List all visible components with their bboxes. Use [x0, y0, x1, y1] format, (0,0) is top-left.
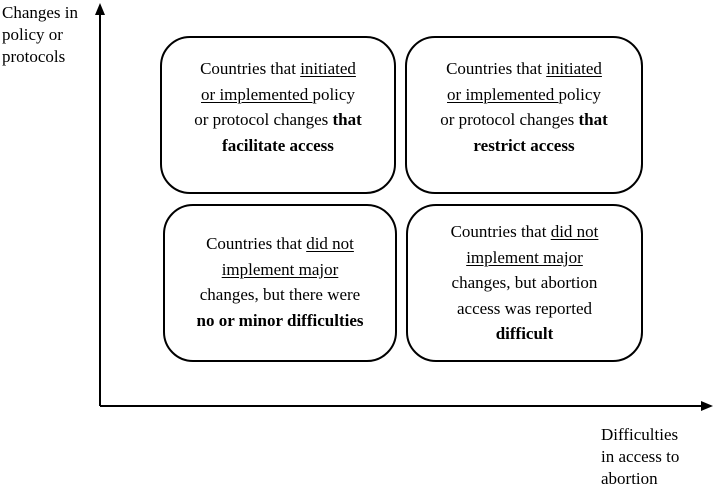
quadrant-text-bold: facilitate access: [222, 135, 334, 155]
quadrant-text-underlined: implement major: [221, 259, 339, 279]
y-axis-label-line: Changes in: [2, 3, 79, 22]
x-axis-arrow-icon: [701, 401, 713, 411]
quadrant-facilitate-access: [160, 36, 396, 194]
x-axis-label-line: abortion: [601, 469, 658, 488]
quadrant-restrict-access: [405, 36, 643, 194]
quadrant-text-bold: that: [578, 110, 608, 129]
quadrant-text-underlined: initiated: [300, 59, 356, 78]
x-axis-label-line: Difficulties: [601, 425, 679, 444]
y-axis-label-line: protocols: [2, 47, 66, 66]
quadrant-text-bold: that: [332, 110, 362, 129]
quadrant-text-bold: no or minor difficulties: [196, 310, 364, 330]
quadrant-text-underlined: did not: [306, 234, 354, 253]
quadrant-text-plain: access was reported: [457, 298, 592, 318]
y-axis-arrow-icon: [95, 3, 105, 15]
quadrant-text-plain: policy: [312, 84, 355, 104]
x-axis-label-line: in access to: [601, 447, 680, 466]
quadrant-text: [451, 219, 599, 347]
quadrant-text-plain: changes, but there were: [199, 285, 361, 304]
quadrant-text: [194, 56, 362, 158]
quadrant-text-plain: changes, but abortion: [451, 273, 598, 293]
quadrant-text-plain: or protocol changes: [440, 110, 579, 129]
quadrant-text: [440, 56, 608, 158]
quadrant-text-bold: restrict access: [473, 135, 575, 155]
y-axis-label-line: policy or: [2, 25, 63, 44]
quadrant-text-plain: Countries that: [200, 59, 301, 78]
quadrant-text-plain: Countries that: [450, 222, 551, 242]
quadrant-text-underlined: or implemented: [447, 84, 559, 104]
quadrant-access-difficult: [406, 204, 643, 362]
quadrant-text-plain: policy: [558, 84, 601, 104]
quadrant-text-plain: or protocol changes: [194, 110, 333, 129]
quadrant-text-plain: Countries that: [206, 234, 307, 253]
quadrant-text-underlined: did not: [550, 222, 599, 242]
quadrant-text-underlined: or implemented: [201, 84, 313, 104]
quadrant-text-bold: difficult: [495, 324, 554, 344]
quadrant-text-underlined: initiated: [546, 59, 602, 78]
x-axis-label: [601, 424, 679, 490]
quadrant-text-underlined: implement major: [466, 247, 583, 267]
y-axis-label: [2, 2, 78, 68]
quadrant-text-plain: Countries that: [446, 59, 547, 78]
quadrant-text: [196, 231, 363, 333]
quadrant-no-or-minor-difficulties: [163, 204, 397, 362]
